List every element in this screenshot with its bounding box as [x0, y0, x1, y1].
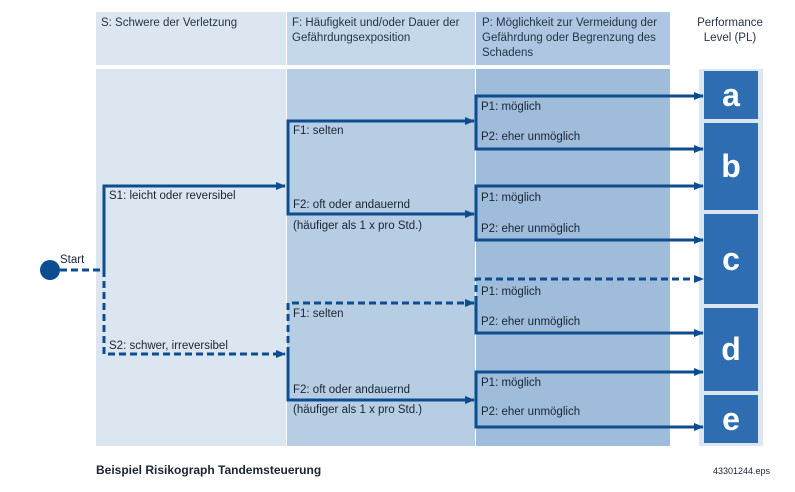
header-avoidance: P: Möglichkeit zur Vermeidung der Gefährdung oder Begrenzung des Schadens	[482, 17, 658, 59]
lower-f2-label: F2: oft oder andauernd	[293, 384, 410, 396]
p1-label-1: P1: möglich	[481, 101, 542, 113]
upper-f2-label: F2: oft oder andauernd	[293, 199, 410, 211]
pl-box-b: b	[704, 123, 758, 210]
p1-label-4: P1: möglich	[481, 377, 542, 389]
upper-f1-label: F1: selten	[293, 125, 344, 137]
upper-f2-note: (häufiger als 1 x pro Std.)	[293, 220, 423, 232]
p2-label-4: P2: eher unmöglich	[481, 406, 581, 418]
header-frequency: F: Häufigkeit und/oder Dauer der Gefährdungsexposition	[292, 17, 460, 44]
s1-label: S1: leicht oder reversibel	[109, 190, 236, 202]
file-id: 43301244.eps	[713, 466, 771, 476]
p1-label-2: P1: möglich	[481, 192, 542, 204]
header-severity: S: Schwere der Verletzung	[101, 17, 238, 29]
start-dot	[40, 260, 60, 280]
p2-label-2: P2: eher unmöglich	[481, 223, 581, 235]
lower-f2-note: (häufiger als 1 x pro Std.)	[293, 404, 423, 416]
pl-box-a: a	[704, 71, 758, 119]
p2-label-1: P2: eher unmöglich	[481, 131, 581, 143]
p2-label-3: P2: eher unmöglich	[481, 316, 581, 328]
start-label: Start	[60, 254, 85, 266]
figure-caption: Beispiel Risikograph Tandemsteuerung	[96, 463, 322, 477]
header-performance-level: Performance Level (PL)	[697, 17, 763, 44]
s2-label: S2: schwer, irreversibel	[109, 340, 228, 352]
pl-box-c: c	[704, 214, 758, 304]
p1-label-3: P1: möglich	[481, 286, 542, 298]
lower-f1-label: F1: selten	[293, 308, 344, 320]
pl-box-d: d	[704, 308, 758, 391]
pl-box-e: e	[704, 395, 758, 443]
